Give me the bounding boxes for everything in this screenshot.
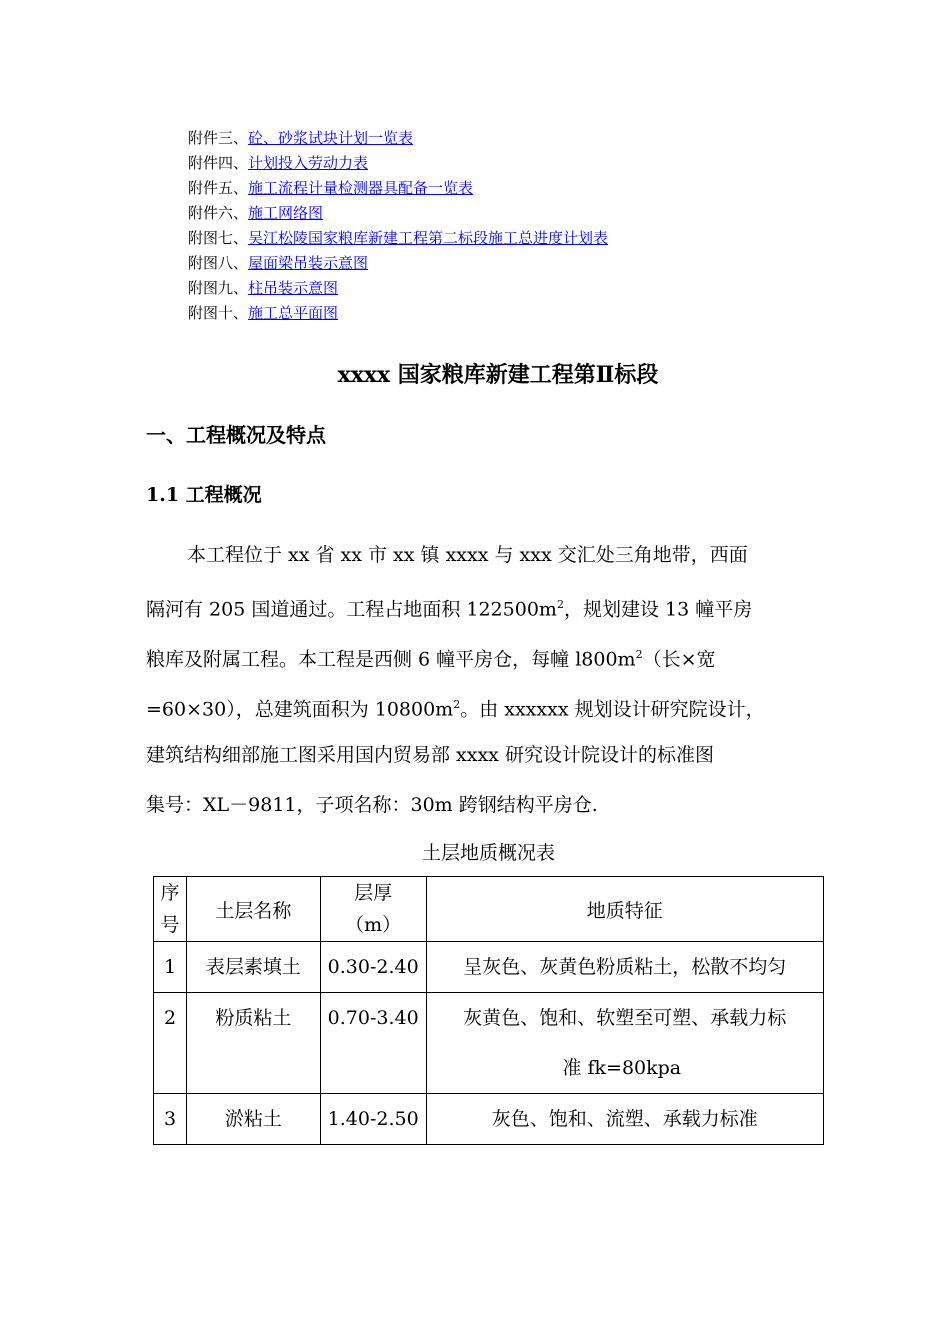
toc-item — [188, 226, 608, 251]
soil-layer-table — [153, 876, 824, 1145]
toc-link[interactable]: 施工总平面图 — [248, 304, 339, 322]
cell-layer-name: 淤粘土 — [186, 1094, 320, 1145]
toc-item — [188, 176, 608, 201]
superscript: 2 — [453, 698, 461, 711]
cell-feature: 灰黄色、饱和、软塑至可塑、承载力标 准 fk=80kpa — [426, 993, 823, 1094]
cell-feature: 呈灰色、灰黄色粉质粘土，松散不均匀 — [426, 942, 823, 993]
header-feature: 地质特征 — [426, 877, 823, 942]
cell-thickness: 0.30-2.40 — [320, 942, 426, 993]
toc-prefix: 附件六、 — [188, 204, 249, 222]
table-header-row — [154, 877, 824, 942]
cell-layer-name: 表层素填土 — [186, 942, 320, 993]
project-overview-paragraph — [146, 530, 826, 830]
superscript: 2 — [556, 598, 564, 611]
toc-link[interactable]: 施工流程计量检测器具配备一览表 — [248, 179, 474, 197]
toc-link[interactable]: 计划投入劳动力表 — [248, 154, 369, 172]
toc-link[interactable]: 吴江松陵国家粮库新建工程第二标段施工总进度计划表 — [248, 229, 609, 247]
superscript: 2 — [635, 648, 643, 661]
table-row — [154, 1094, 824, 1145]
paragraph-line: 建筑结构细部施工图采用国内贸易部 xxxx 研究设计院设计的标准图 — [146, 744, 714, 766]
cell-feature: 灰色、饱和、流塑、承载力标准 — [426, 1094, 823, 1145]
paragraph-line: =60×30），总建筑面积为 $10800m^2$。由 xxxxxx 规划设计研究院设计， — [146, 698, 765, 721]
toc-item — [188, 251, 608, 276]
toc-prefix: 附图八、 — [188, 254, 249, 272]
table-row — [154, 942, 824, 993]
paragraph-line: 集号：XL－9811，子项名称：30m 跨钢结构平房仓. — [146, 794, 598, 816]
toc-prefix: 附图九、 — [188, 279, 249, 297]
toc-item — [188, 276, 608, 301]
toc-item — [188, 126, 608, 151]
toc-prefix: 附图七、 — [188, 229, 249, 247]
header-thickness: 层厚 （m） — [320, 877, 426, 942]
toc-link[interactable]: 砼、砂浆试块计划一览表 — [248, 129, 414, 147]
toc-link[interactable]: 施工网络图 — [248, 204, 324, 222]
toc-prefix: 附件五、 — [188, 179, 249, 197]
toc-item — [188, 201, 608, 226]
toc-prefix: 附件四、 — [188, 154, 249, 172]
toc-link[interactable]: 柱吊装示意图 — [248, 279, 339, 297]
cell-layer-name: 粉质粘土 — [186, 993, 320, 1094]
cell-seq: 1 — [154, 942, 187, 993]
cell-seq: 3 — [154, 1094, 187, 1145]
section-heading: 一、工程概况及特点 — [146, 423, 326, 447]
toc-link[interactable]: 屋面梁吊装示意图 — [248, 254, 369, 272]
document-title: xxxx 国家粮库新建工程第Ⅱ标段 — [337, 362, 659, 388]
cell-thickness: 1.40-2.50 — [320, 1094, 426, 1145]
toc-item — [188, 301, 608, 326]
toc-item — [188, 151, 608, 176]
paragraph-line: 隔河有 205 国道通过。工程占地面积 $122500m^2$，规划建设 13 幢平房 — [146, 598, 753, 621]
header-layer-name: 土层名称 — [186, 877, 320, 942]
paragraph-line: 粮库及附属工程。本工程是西侧 6 幢平房仓，每幢 $l800m^2$（长×宽 — [146, 648, 716, 671]
toc-prefix: 附件三、 — [188, 129, 249, 147]
header-seq: 序 号 — [154, 877, 187, 942]
cell-thickness: 0.70-3.40 — [320, 993, 426, 1094]
subsection-heading: 1.1 工程概况 — [146, 484, 262, 506]
table-row — [154, 993, 824, 1094]
paragraph-line: 本工程位于 xx 省 xx 市 xx 镇 xxxx 与 xxx 交汇处三角地带，西面 — [187, 544, 748, 566]
appendix-list — [188, 126, 608, 326]
toc-prefix: 附图十、 — [188, 304, 249, 322]
cell-seq: 2 — [154, 993, 187, 1094]
table-caption: 土层地质概况表 — [421, 842, 555, 864]
